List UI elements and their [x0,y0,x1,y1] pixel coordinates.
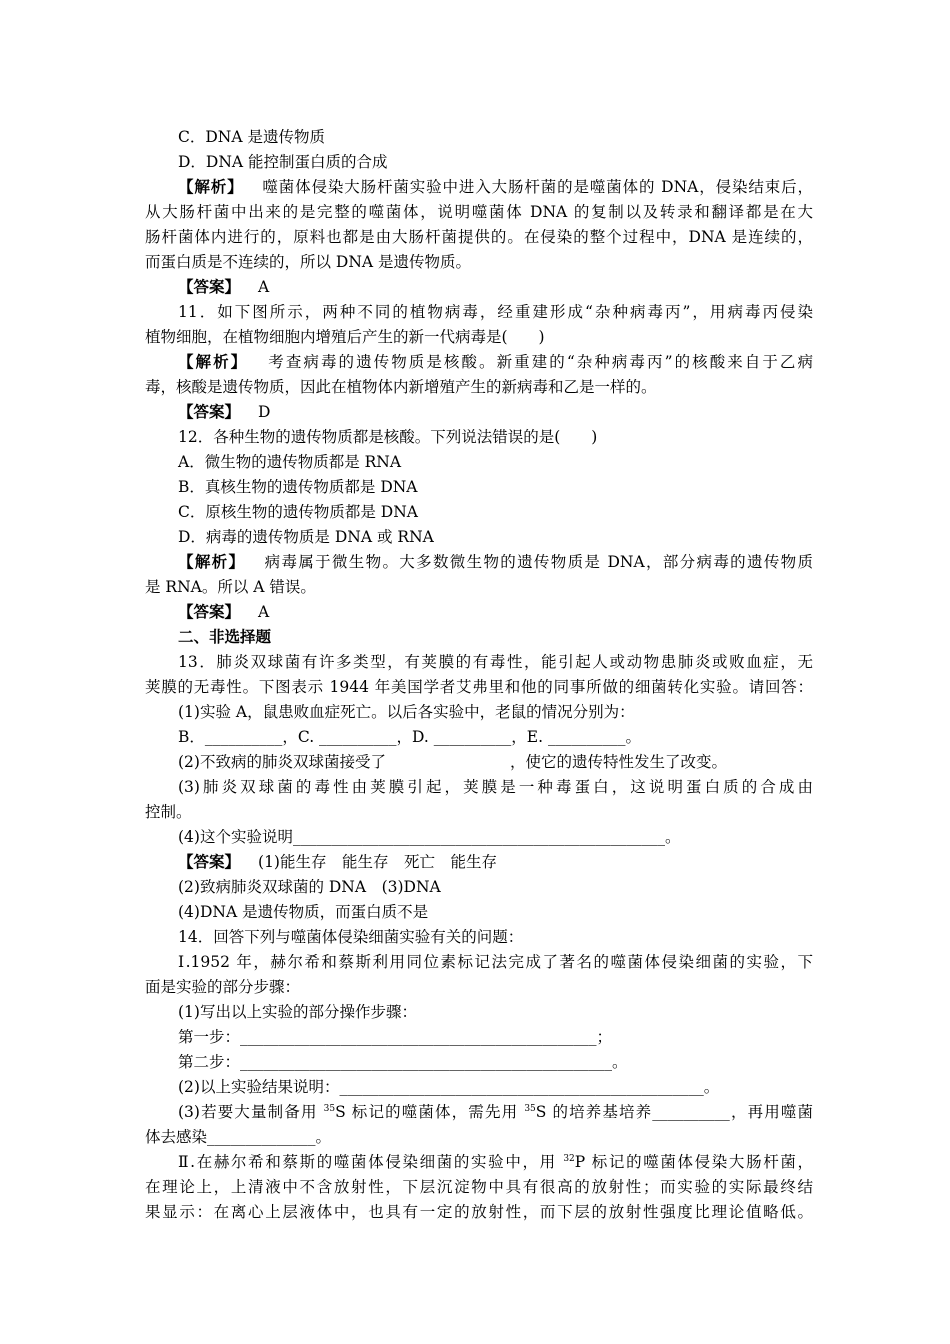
text-run: (3)若要大量制备用 [178,1103,324,1121]
answer-label: 【答案】 [178,402,241,421]
superscript: 35 [323,1104,336,1114]
analysis-line: 而蛋白质是不连续的，所以 DNA 是遗传物质。 [145,253,472,271]
analysis-line: 肠杆菌体内进行的，原料也都是由大肠杆菌提供的。在侵染的整个过程中，DNA 是连续的， [145,228,813,246]
option-b: B．真核生物的遗传物质都是 DNA [178,478,418,496]
text-run: Ⅱ.在赫尔希和蔡斯的噬菌体侵染细菌的实验中，用 [178,1153,564,1171]
superscript: 35 [524,1104,536,1114]
option-c: C．DNA 是遗传物质 [178,128,325,146]
question-11: 植物细胞，在植物细胞内增殖后产生的新一代病毒是( ) [145,328,545,346]
answer-line [178,277,813,297]
answer-line [178,852,813,872]
option-a: A．微生物的遗传物质都是 RNA [178,453,402,471]
question-14-sub2: (2)以上实验结果说明：_______________________________________________。 [178,1078,720,1096]
question-13-part3: (3)肺炎双球菌的毒性由荚膜引起，荚膜是一种毒蛋白，这说明蛋白质的合成由 [178,778,813,796]
answer-label: 【答案】 [178,277,241,296]
analysis-text: 病毒属于微生物。大多数微生物的遗传物质是 DNA，部分病毒的遗传物质 [263,553,813,571]
text-run: S 的培养基培养__________，再用噬菌 [535,1103,814,1121]
text-run: S 标记的噬菌体，需先用 [335,1103,525,1121]
answer-line: (4)DNA 是遗传物质，而蛋白质不是 [178,903,429,921]
analysis-label: 【解析】 [178,177,244,196]
question-14-part2: 在理论上，上清液中不含放射性，下层沉淀物中具有很高的放射性；而实验的实际最终结 [145,1178,813,1196]
answer-value: (1)能生存 能生存 死亡 能生存 [258,853,497,871]
analysis-line [178,552,813,572]
question-14-part1-intro: 面是实验的部分步骤： [145,978,301,996]
question-14-step2: 第二步：________________________________________________。 [178,1053,628,1071]
analysis-text: 考查病毒的遗传物质是核酸。新重建的“杂种病毒丙”的核酸来自于乙病 [266,353,813,371]
answer-line: (2)致病肺炎双球菌的 DNA (3)DNA [178,878,441,896]
question-14-step1: 第一步：______________________________________________； [178,1028,613,1046]
analysis-line [178,177,813,197]
analysis-label: 【解析】 [178,552,246,571]
superscript: 32 [563,1154,575,1164]
question-14-sub1: (1)写出以上实验的部分操作步骤： [178,1003,417,1021]
question-11: 11．如下图所示，两种不同的植物病毒，经重建形成“杂种病毒丙”，用病毒丙侵染 [178,303,813,321]
option-d: D．病毒的遗传物质是 DNA 或 RNA [178,528,434,546]
question-14: 14．回答下列与噬菌体侵染细菌实验有关的问题： [178,928,524,946]
question-13-part3: 控制。 [145,803,192,821]
analysis-line: 毒，核酸是遗传物质，因此在植物体内新增殖产生的新病毒和乙是一样的。 [145,378,657,396]
question-13: 荚膜的无毒性。下图表示 1944 年美国学者艾弗里和他的同事所做的细菌转化实验。请回答： [145,678,813,696]
question-13-part1: (1)实验 A，鼠患败血症死亡。以后各实验中，老鼠的情况分别为： [178,703,635,721]
question-13: 13．肺炎双球菌有许多类型，有荚膜的有毒性，能引起人或动物患肺炎或败血症，无 [178,653,813,671]
question-14-part2: 果显示：在离心上层液体中，也具有一定的放射性，而下层的放射性强度比理论值略低。 [145,1203,813,1221]
question-12: 12．各种生物的遗传物质都是核酸。下列说法错误的是( ) [178,428,598,446]
question-13-part4: (4)这个实验说明________________________________________________。 [178,828,681,846]
text-run: P 标记的噬菌体侵染大肠杆菌， [574,1153,813,1171]
answer-value: D [258,403,271,421]
question-13-blanks: B．__________，C. __________，D. __________，E. __________。 [178,728,641,746]
question-14-part2 [178,1152,813,1172]
answer-line [178,402,813,422]
question-14-part1-intro: Ⅰ.1952 年，赫尔希和蔡斯利用同位素标记法完成了著名的噬菌体侵染细菌的实验，下 [178,953,813,971]
answer-label: 【答案】 [178,602,241,621]
answer-value: A [258,278,270,296]
question-14-sub3: 体去感染______________。 [145,1128,332,1146]
question-14-sub3 [178,1102,813,1122]
answer-value: A [258,603,270,621]
question-13-part2: (2)不致病的肺炎双球菌接受了 ，使它的遗传特性发生了改变。 [178,753,727,771]
analysis-label: 【解析】 [178,352,249,371]
answer-label: 【答案】 [178,852,241,871]
section-heading: 二、非选择题 [178,627,272,646]
analysis-line: 是 RNA。所以 A 错误。 [145,578,316,596]
analysis-line [178,352,813,372]
analysis-line: 从大肠杆菌中出来的是完整的噬菌体，说明噬菌体 DNA 的复制以及转录和翻译都是在大 [145,203,813,221]
option-d: D．DNA 能控制蛋白质的合成 [178,153,388,171]
option-c: C．原核生物的遗传物质都是 DNA [178,503,418,521]
analysis-text: 噬菌体侵染大肠杆菌实验中进入大肠杆菌的是噬菌体的 DNA，侵染结束后， [261,178,813,196]
answer-line [178,602,813,622]
